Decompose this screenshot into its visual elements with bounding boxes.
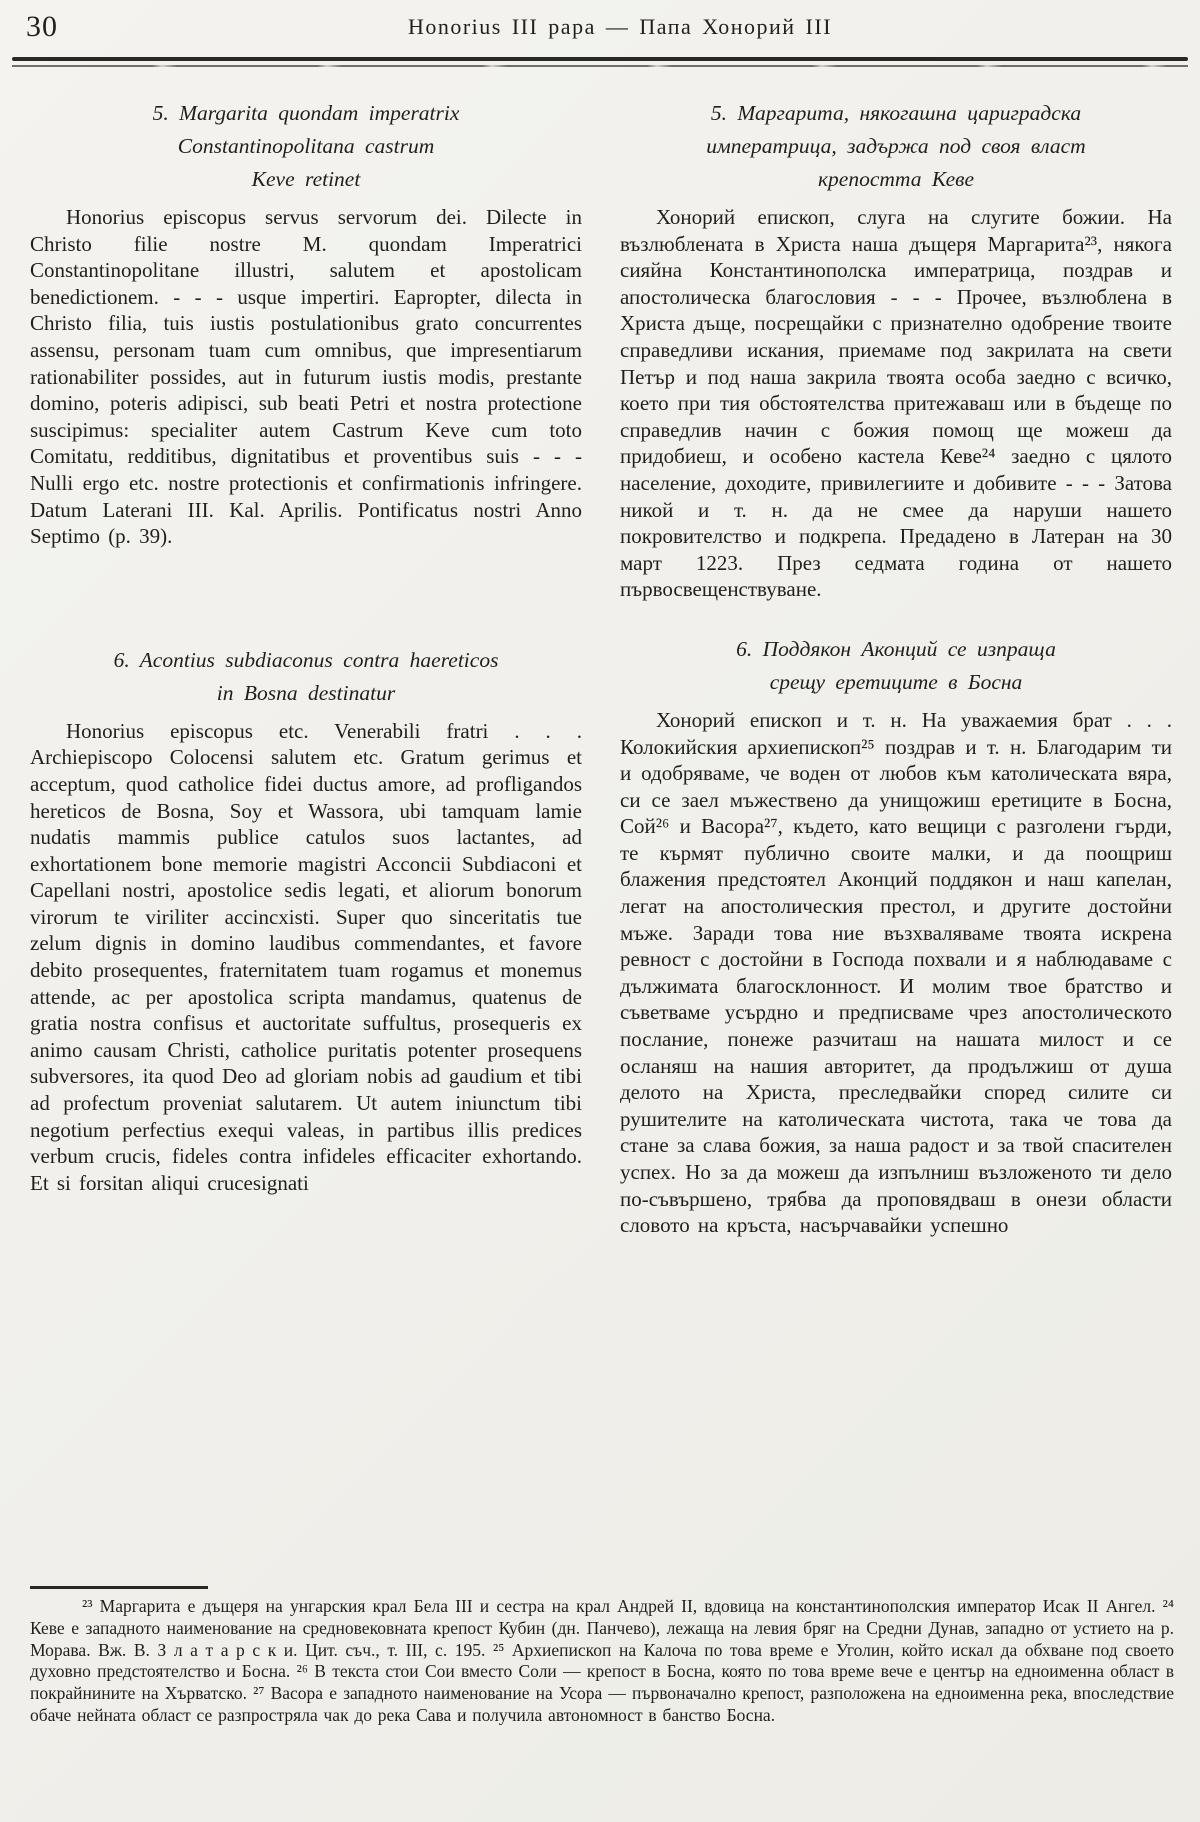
heading-line: Keve retinet (251, 167, 361, 191)
page-header (0, 0, 1200, 50)
section-6-bulgarian-heading (620, 633, 1172, 699)
section-6-latin-heading (30, 644, 582, 710)
heading-line: in Bosna destinatur (216, 680, 396, 705)
two-column-text (0, 97, 1200, 1239)
header-rule-minor (12, 65, 1188, 67)
heading-line: 6. Acontius subdiaconus contra haereticos (113, 647, 499, 672)
heading-line: императрица, задържа под своя власт (706, 134, 1086, 158)
left-column-latin (30, 97, 582, 1239)
footnotes-block (30, 1586, 1174, 1727)
heading-line: 5. Margarita quondam imperatrix (152, 101, 460, 125)
heading-line: крепостта Кеве (818, 167, 974, 191)
heading-line: 6. Поддякон Аконций се изпраща (736, 636, 1056, 661)
section-5-bulgarian-heading (620, 97, 1172, 196)
heading-line: 5. Маргарита, някогашна цариградска (710, 101, 1082, 125)
page-number: 30 (26, 10, 58, 43)
heading-line: Constantinopolitana castrum (177, 134, 435, 158)
section-5-bulgarian-body: Хонорий епископ, слуга на слугите божии. На възлюблената в Христа наша дъщеря Маргарита²³, някога сияйна Константинополска императрица, поздрав и апостолическа благословия - - - Прочее, възлюблена в Христа дъще, посрещайки с признателно одобрение твоите справедливи искания, приемаме под закрилата на свети Петър и под наша закрила твоята особа заедно с всичко, което при тия обстоятелства притежаваш или в бъдеще по справедлив начин с божия помощ ще можеш да придобиеш, и особено кастела Кеве²⁴ заедно с цялото население, доходите, привилегиите и добивите - - - Затова никой и т. н. да не смее да наруши нашето покровителство и подкрепа. Предадено в Латеран на 30 март 1223. През седмата година от нашето първосвещенствуване. (620, 205, 1172, 602)
right-column-bulgarian (620, 97, 1172, 1239)
section-5-latin-heading (30, 97, 582, 196)
heading-line: срещу еретиците в Босна (769, 669, 1023, 694)
section-6-bulgarian-body: Хонорий епископ и т. н. На уважаемия брат . . . Колокийския архиепископ²⁵ поздрав и т. н. Благодарим ти и одобряваме, че воден от любов към католическата вяра, си се заел мъжествено да унищожиш еретиците в Босна, Сой²⁶ и Васора²⁷, където, като вещици с разголени гърди, те кърмят публично своите малки, и да поощриш блажения предстоятел Аконций поддякон и наш капелан, легат на апостолическия престол, и другите достойни мъже. Заради това ние възхваляваме твоята искрена ревност с достойни в Господа похвали и я наблюдаваме с дължимата благосклонност. И молим твое братство и съветваме усърдно и предписваме чрез апостолическото послание, понеже разчиташ на нашата милост и се осланяш на нашия авторитет, да продължиш от душа делото на Христа, преследвайки според силите си рушителите на католическата чистота, така че това да стане за слава божия, за наша радост и за твой спасителен успех. Но за да можеш да изпълниш възложеното ти дело по-съвършено, трябва да проповядваш в онези области словото на кръста, насърчавайки успешно (620, 707, 1172, 1238)
footnotes-text: ²³ Маргарита е дъщеря на унгарския крал Бела III и сестра на крал Андрей II, вдовица на константинополския император Исак II Ангел. ²⁴ Кеве е западното наименование на средновековната крепост Кубин (дн. Панчево), лежаща на левия бряг на Средни Дунав, западно от устието на р. Морава. Вж. В. З л а т а р с к и. Цит. съч., т. III, с. 195. ²⁵ Архиепископ на Калоча по това време е Уголин, който искал да обхване под своето духовно предстоятелство и Босна. ²⁶ В текста стои Сои вместо Соли — крепост в Босна, която по това време вече е център на едноименна област в покрайнините на Хърватско. ²⁷ Васора е западното наименование на Усора — първоначално крепост, разположена на едноименна река, впоследствие обаче нейната област се разпростряла чак до река Сава и получила автономност в банство Босна. (30, 1596, 1174, 1725)
footnote-separator-rule (30, 1586, 208, 1589)
header-rule-major (12, 57, 1188, 61)
header-rule (12, 57, 1188, 67)
section-6-latin-body: Honorius episcopus etc. Venerabili fratri . . . Archiepiscopo Colocensi salutem etc. Gratum gerimus et acceptum, quod catholice fidei ductus amore, ad profligandos hereticos de Bosna, Soy et Wassora, ubi tamquam lamie nudatis mammis publice catulos suos lactantes, ad exhortationem bone memorie magistri Acconcii Subdiaconi et Capellani nostri, apostolice sedis legati, et aliorum bonorum virorum te viriliter accincxisti. Super quo sinceritatis tue zelum dignis in domino laudibus commendantes, et favore debito prosequentes, fraternitatem tuam rogamus et monemus attende, ac per apostolica scripta mandamus, quatenus de gratia nostra confisus et auctoritate suffultus, prosequeris ex animo causam Christi, catholice puritatis potenter prosequens subversores, ita quod Deo ad gloriam nobis ad gaudium et tibi ad profectum proveniat salutarem. Ut autem iniunctum tibi negotium perfectius exequi valeas, in partibus illis predices verbum crucis, fideles contra infideles efficaciter exhortando. Et si forsitan aliqui crucesignati (30, 718, 582, 1195)
section-5-latin-body: Honorius episcopus servus servorum dei. Dilecte in Christo filie nostre M. quondam Imperatrici Constantinopolitane illustri, salutem et apostolicam benedictionem. - - - usque impertiri. Eapropter, dilecta in Christo filia, tuis iustis postulationibus grato concurrentes assensu, personam tuam cum omnibus, que impresentiarum rationabiliter possides, aut in futurum iustis modis, prestante domino, poteris adipisci, sub beati Petri et nostra protectione suscipimus: specialiter autem Castrum Keve cum toto Comitatu, redditibus, dignitatibus et proventibus suis - - - Nulli ergo etc. nostre protectionis et confirmationis infringere. Datum Laterani III. Kal. Aprilis. Pontificatus nostri Anno Septimo (p. 39). (30, 205, 582, 549)
running-title: Honorius III papa — Папа Хонорий III (407, 14, 833, 39)
